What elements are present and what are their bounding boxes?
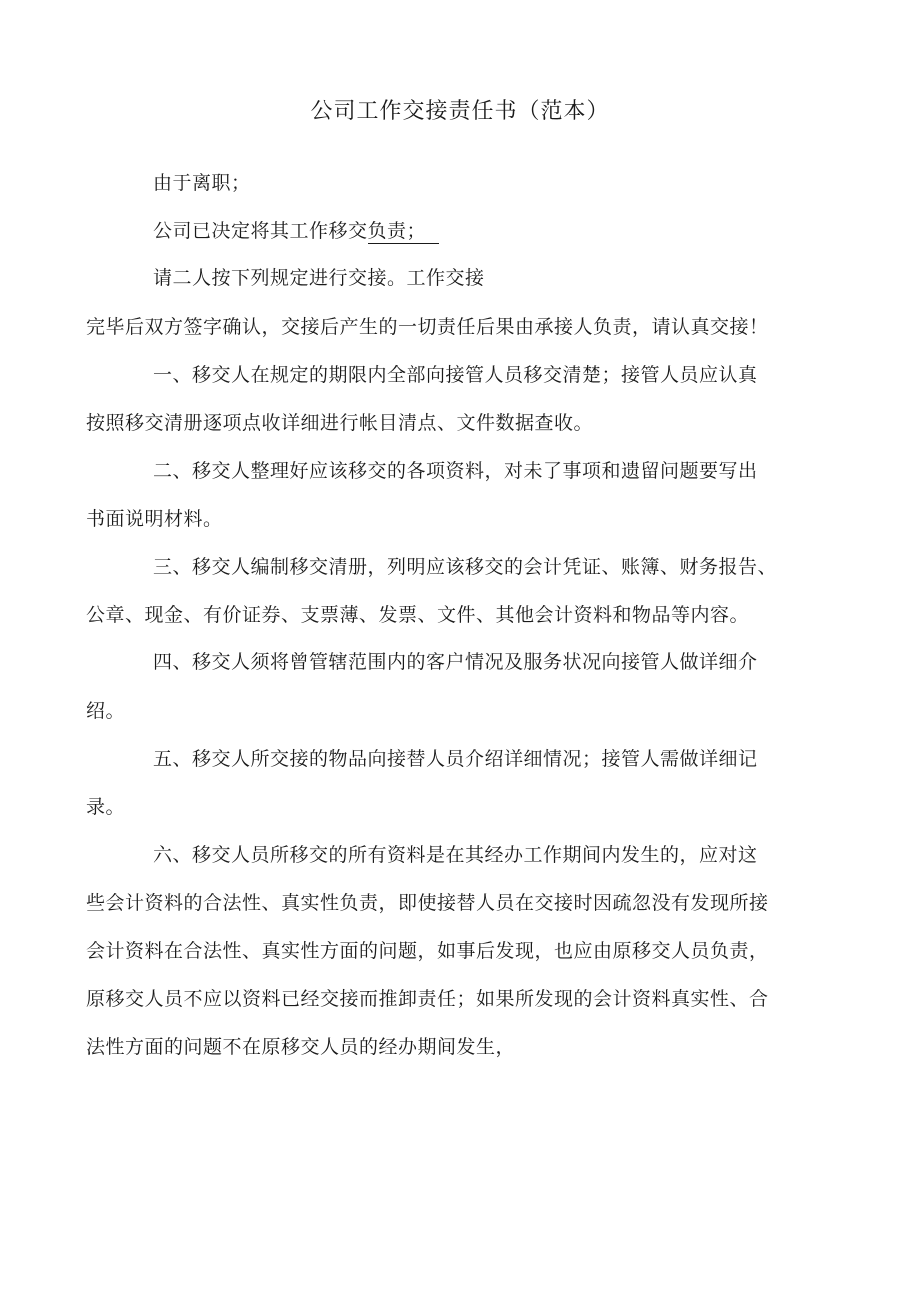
paragraph-line: 完毕后双方签字确认，交接后产生的一切责任后果由承接人负责，请认真交接！: [86, 316, 769, 338]
paragraph-line: 法性方面的问题不在原移交人员的经办期间发生，: [86, 1036, 516, 1058]
paragraph-line-with-blank: [153, 217, 439, 245]
paragraph-line: 三、移交人编制移交清册，列明应该移交的会计凭证、账簿、财务报告、: [153, 556, 778, 578]
paragraph-line: 些会计资料的合法性、真实性负责，即使接替人员在交接时因疏忽没有发现所接: [86, 892, 769, 914]
underlined-fill-in: [368, 219, 440, 244]
paragraph-line: 六、移交人员所移交的所有资料是在其经办工作期间内发生的，应对这: [153, 844, 758, 866]
document-title: 公司工作交接责任书（范本）: [310, 99, 610, 124]
paragraph-line: 按照移交清册逐项点收详细进行帐目清点、文件数据查收。: [86, 412, 594, 434]
paragraph-line: 五、移交人所交接的物品向接替人员介绍详细情况；接管人需做详细记: [153, 748, 758, 770]
paragraph-line: 书面说明材料。: [86, 508, 223, 530]
paragraph-line: 公章、现金、有价证券、支票薄、发票、文件、其他会计资料和物品等内容。: [86, 604, 750, 626]
paragraph-line: 原移交人员不应以资料已经交接而推卸责任；如果所发现的会计资料真实性、合: [86, 988, 769, 1010]
underlined-text: 负责；: [367, 220, 427, 242]
paragraph-line: 一、移交人在规定的期限内全部向接管人员移交清楚；接管人员应认真: [153, 364, 758, 386]
paragraph-line: 二、移交人整理好应该移交的各项资料，对未了事项和遗留问题要写出: [153, 460, 758, 482]
paragraph-line: 录。: [86, 796, 126, 818]
paragraph-line: 四、移交人须将曾管辖范围内的客户情况及服务状况向接管人做详细介: [153, 651, 758, 673]
paragraph-line: 绍。: [86, 700, 126, 722]
paragraph-line: 请二人按下列规定进行交接。工作交接: [153, 267, 485, 289]
paragraph-line: 会计资料在合法性、真实性方面的问题，如事后发现，也应由原移交人员负责，: [86, 940, 769, 962]
paragraph-line: 由于离职；: [153, 172, 251, 194]
paragraph-text: 公司已决定将其工作移交: [153, 220, 368, 242]
